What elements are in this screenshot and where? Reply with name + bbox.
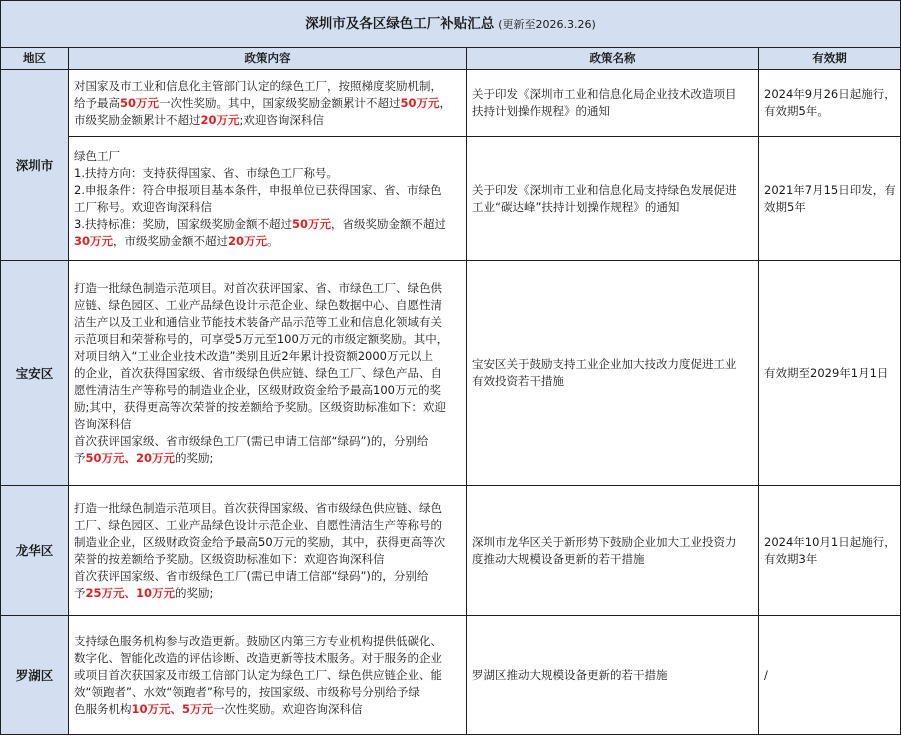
text-line [74,633,461,650]
validity-cell [759,137,901,261]
validity-cell [759,486,901,616]
update-date: (更新至2026.3.26) [498,17,596,31]
text-segment: 首次获评国家级、省市级绿色工厂(需已申请工信部“绿码”)的，分别给 [74,433,429,448]
validity-cell [759,70,901,137]
validity-line: 有效期3年 [764,551,818,566]
text-segment: 打造一批绿色制造示范项目。首次获得国家级、省市级绿色供应链、绿色 [74,500,442,515]
text-line [74,331,461,348]
district-cell: 罗湖区 [1,616,69,735]
text-line [74,534,461,551]
text-segment: 打造一批绿色制造示范项目。对首次获评国家、省、市绿色工厂、绿色供 [74,280,442,295]
text-line [74,382,461,399]
text-line [74,199,461,216]
column-header-content: 政策内容 [69,48,467,70]
text-segment: 的奖励; [175,450,214,465]
validity-line: / [764,667,768,682]
subsidy-amount-highlight: 50万元 [400,95,440,110]
validity-line: 效期5年 [764,199,806,214]
text-segment: 首次获评国家级、省市级绿色工厂(需已申请工信部“绿码”)的，分别给 [74,568,429,583]
text-segment: 荣誉的按差额给予奖励。区级资助标准如下：欢迎咨询深科信 [74,551,385,566]
text-segment: 支持绿色服务机构参与改造更新。鼓励区内第三方专业机构提供低碳化、 [74,633,442,648]
policy-name-line: 工业“碳达峰”扶持计划操作规程》的通知 [472,199,680,214]
policy-name-line: 关于印发《深圳市工业和信息化局企业技术改造项目 [472,87,737,101]
text-segment: ， [439,95,452,110]
table-title-cell [1,1,901,48]
subsidy-amount-highlight: 10万元、5万元 [131,701,214,716]
page-title: 深圳市及各区绿色工厂补贴汇总 [305,15,495,32]
text-segment: 市级奖励金额累计不超过 [74,112,201,127]
policy-content-cell [69,616,467,735]
text-segment: 。 [267,233,279,248]
policy-name-line: 扶持计划操作规程》的通知 [472,104,610,118]
text-segment: 工厂称号。欢迎咨询深科信 [74,199,212,214]
policy-name-cell [467,486,759,616]
text-segment: 对项目纳入“工业企业技术改造”类别且近2年累计投资额2000万元以上 [74,348,433,363]
text-line [74,450,461,467]
text-segment: 示范项目和荣誉称号的，可享受5万元至100万元的市级定额奖励。其中， [74,331,449,346]
text-line [74,78,461,95]
text-line [74,416,461,433]
text-line [74,365,461,382]
text-segment: 一次性奖励。其中，国家级奖励金额累计不超过 [159,95,401,110]
text-segment: 或项目首次获国家及市级工信部门认定为绿色工厂、绿色供应链企业、能 [74,667,442,682]
validity-line: 有效期5年。 [764,104,829,118]
table-row [1,486,901,616]
validity-line: 有效期至2029年1月1日 [764,365,889,380]
text-segment: 2.申报条件：符合申报项目基本条件，申报单位已获得国家、省、市绿色 [74,182,442,197]
text-line [74,667,461,684]
policy-name-line: 度推动大规模设备更新的若干措施 [472,551,645,566]
policy-name-cell [467,70,759,137]
subsidy-amount-highlight: 25万元、10万元 [85,585,176,600]
text-segment: 色服务机构 [74,701,132,716]
policy-content-cell [69,261,467,486]
text-line [74,165,461,182]
subsidy-amount-highlight: 50万元 [120,95,160,110]
text-line [74,551,461,568]
policy-name-line: 深圳市龙华区关于新形势下鼓励企业加大工业投资力 [472,534,737,549]
text-line [74,517,461,534]
text-line [74,280,461,297]
text-line [74,650,461,667]
policy-name-line: 宝安区关于鼓励支持工业企业加大技改力度促进工业 [472,357,737,371]
policy-name-line: 有效投资若干措施 [472,374,564,388]
text-line [74,314,461,331]
text-segment: ;欢迎咨询深科信 [239,112,324,127]
text-segment: 3.扶持标准：奖励，国家级奖励金额不超过 [74,216,292,231]
column-header-policy-name: 政策名称 [467,48,759,70]
policy-name-line: 关于印发《深圳市工业和信息化局支持绿色发展促进 [472,182,737,197]
text-segment: 愿性清洁生产等称号的制造业企业，区级财政资金给予最高100万元的奖 [74,382,441,397]
policy-name-cell [467,137,759,261]
validity-cell [759,616,901,735]
subsidy-amount-highlight: 30万元 [74,233,114,248]
text-segment: 给予最高 [74,95,120,110]
policy-name-cell [467,261,759,486]
text-segment: 予 [74,585,86,600]
policy-content-cell [69,486,467,616]
text-line [74,112,461,129]
text-line [74,568,461,585]
validity-cell [759,261,901,486]
text-line [74,216,461,233]
table-row [1,261,901,486]
table-row [1,616,901,735]
district-cell: 宝安区 [1,261,69,486]
district-cell: 深圳市 [1,70,69,261]
text-line [74,95,461,112]
policy-name-cell [467,616,759,735]
text-line [74,701,461,718]
text-line [74,297,461,314]
text-segment: 绿色工厂 [74,148,120,163]
column-header-row [1,48,901,70]
subsidy-amount-highlight: 20万元 [200,112,240,127]
text-segment: 一次性奖励。欢迎咨询深科信 [213,701,363,716]
policy-content-cell [69,137,467,261]
validity-line: 2024年10月1日起施行， [764,534,896,549]
text-segment: 励;其中，获得更高等次荣誉的按差额给予奖励。区级资助标准如下：欢迎 [74,399,446,414]
column-header-district: 地区 [1,48,69,70]
text-segment: ，省级奖励金额不超过 [331,216,446,231]
text-segment: 效“领跑者”、水效“领跑者”称号的，按国家级、市级称号分别给予绿 [74,684,420,699]
text-segment: 应链、绿色园区、工业产品绿色设计示范企业、绿色数据中心、自愿性清 [74,297,442,312]
text-line [74,500,461,517]
text-line [74,148,461,165]
column-header-validity: 有效期 [759,48,901,70]
validity-line: 2024年9月26日起施行， [764,87,896,101]
subsidy-amount-highlight: 50万元、20万元 [85,450,176,465]
text-segment: 予 [74,450,86,465]
district-cell: 龙华区 [1,486,69,616]
text-line [74,684,461,701]
text-line [74,433,461,450]
text-segment: 制造业企业，区级财政资金给予最高50万元的奖励，其中，获得更高等次 [74,534,446,549]
text-segment: 的企业，首次获得国家级、省市级绿色供应链、绿色工厂、绿色产品、自 [74,365,442,380]
policy-name-line: 罗湖区推动大规模设备更新的若干措施 [472,667,668,682]
text-segment: 对国家及市工业和信息化主管部门认定的绿色工厂，按照梯度奖励机制， [74,78,442,93]
text-line [74,585,461,602]
validity-line: 2021年7月15日印发，有 [764,182,896,197]
subsidy-amount-highlight: 50万元 [291,216,331,231]
text-line [74,233,461,250]
text-segment: 洁生产以及工业和通信业节能技术装备产品示范等工业和信息化领域有关 [74,314,442,329]
text-segment: 咨询深科信 [74,416,132,431]
table-row [1,137,901,261]
text-segment: 的奖励; [175,585,214,600]
policy-content-cell [69,70,467,137]
text-segment: 1.扶持方向：支持获得国家、省、市绿色工厂称号。 [74,165,338,180]
table-row [1,70,901,137]
text-segment: 工厂、绿色园区、工业产品绿色设计示范企业、自愿性清洁生产等称号的 [74,517,442,532]
text-line [74,399,461,416]
text-line [74,348,461,365]
text-segment: 数字化、智能化改造的评估诊断、改造更新等技术服务。对于服务的企业 [74,650,442,665]
text-line [74,182,461,199]
subsidy-amount-highlight: 20万元 [228,233,268,248]
text-segment: ，市级奖励金额不超过 [113,233,229,248]
